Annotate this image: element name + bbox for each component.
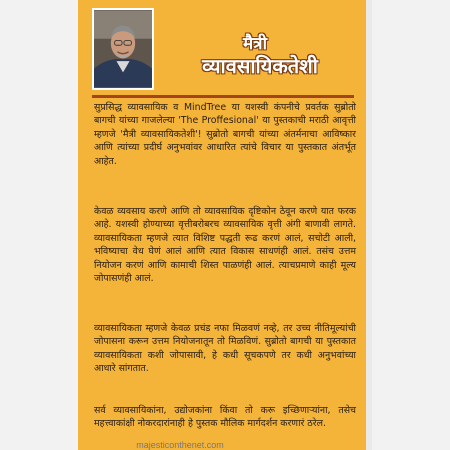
title-divider	[92, 95, 354, 98]
book-back-cover	[78, 0, 372, 450]
book-title-line1: मैत्री	[243, 34, 267, 54]
cover-edge	[366, 0, 372, 450]
site-watermark: majesticonthenet.com	[136, 440, 224, 450]
author-photo	[92, 8, 154, 90]
book-title-line2: व्यावसायिकतेशी	[202, 54, 318, 78]
blurb-paragraph-4: सर्व व्यावसायिकांना, उद्योजकांना किंवा तो करू इच्छिणाऱ्यांना, तसेच महत्त्वाकांक्षी नोकरदारांनाही हे पुस्तक मौलिक मार्गदर्शन करणारं ठरेल.	[94, 405, 356, 430]
blurb-paragraph-2: केवळ व्यवसाय करणे आणि तो व्यावसायिक दृष्टिकोन ठेवून करणे यात फरक आहे. यशस्वी होण्याच्या वृत्तीबरोबरच व्यावसायिक वृत्ती अंगी बाणावी लागते. व्यावसायिकता म्हणजे त्यात विशिष्ट पद्धती रूढ करणं आलं, सचोटी आली, भविष्याचा वेध घेणं आलं आणि त्यात विकास साधणंही आलं. तसंच उत्तम नियोजन करणं आणि कामाची शिस्त पाळणंही आलं. त्याचप्रमाणे काही मूल्य जोपासणंही आलं.	[94, 206, 356, 285]
blurb-paragraph-1: सुप्रसिद्ध व्यावसायिक व MindTree या यशस्वी कंपनीचे प्रवर्तक सुब्रोतो बागची यांच्या गाजलेल्या 'The Proffesional' या पुस्तकाची मराठी आवृत्ती म्हणजे 'मैत्री व्यावसायिकतेशी'! सुब्रोतो बागची यांच्या अंतर्मनाचा आविष्कार आणि त्यांच्या प्रदीर्घ अनुभवांवर आधारित त्यांचे विचार या पुस्तकात अंतर्भूत आहेत.	[94, 102, 356, 167]
blurb-paragraph-3: व्यावसायिकता म्हणजे केवळ प्रचंड नफा मिळवणं नव्हे, तर उच्च नीतिमूल्यांची जोपासना करून उत्तम नियोजनातून तो मिळविणं. सुब्रोतो बागची या पुस्तकात व्यावसायिकता कशी जोपासावी, हे कधी सूचकपणे तर कधी अनुभवांच्या आधारे सांगतात.	[94, 323, 356, 375]
